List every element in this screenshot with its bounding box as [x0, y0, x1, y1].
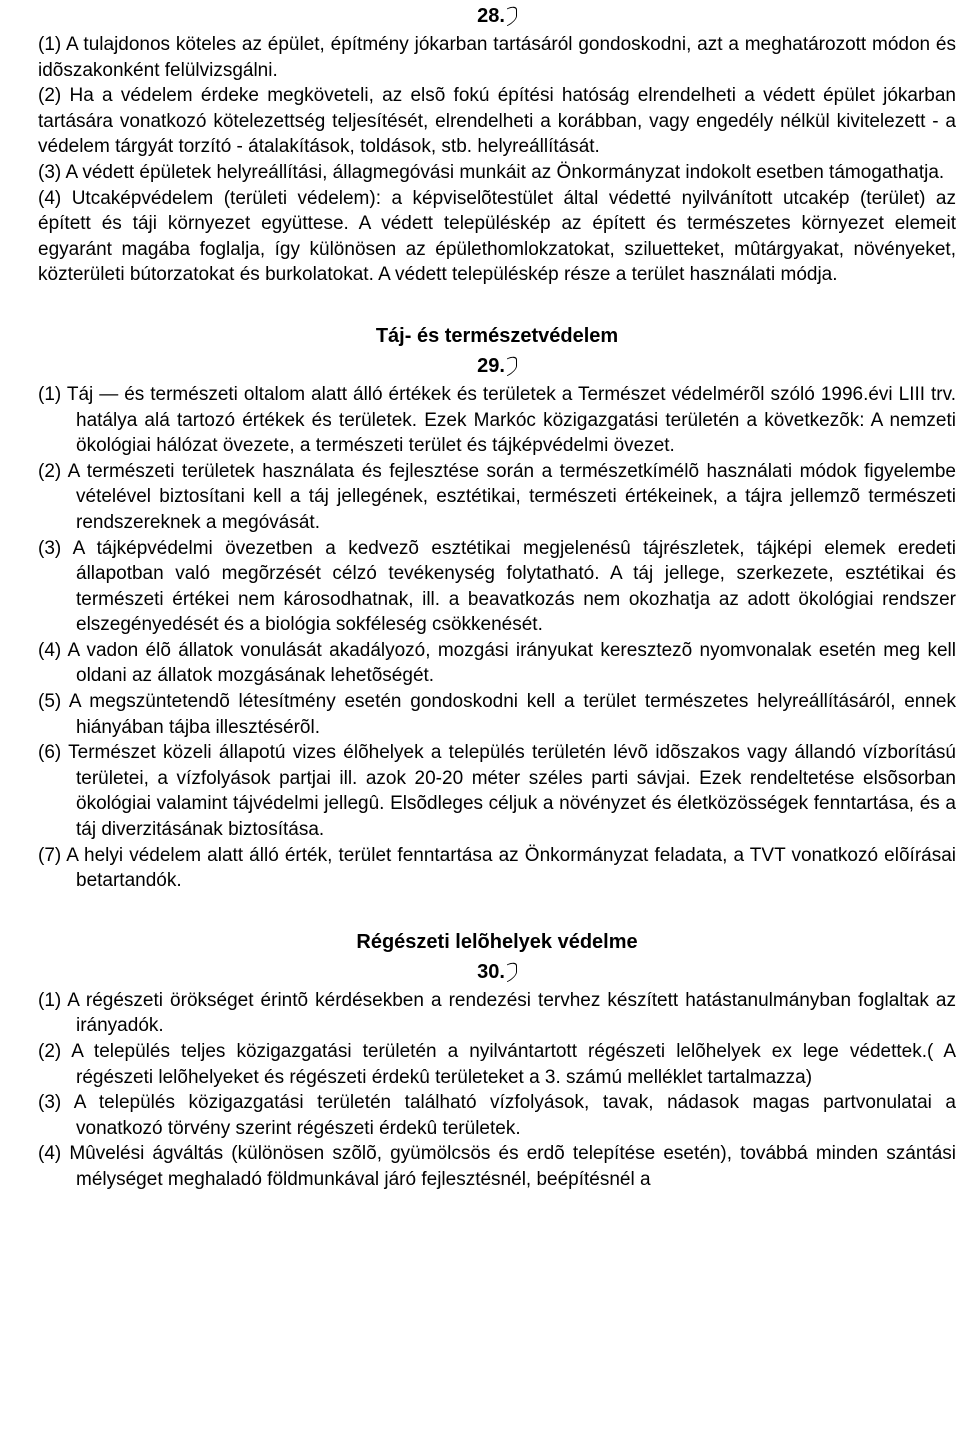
paragraph: (4) Mûvelési ágváltás (különösen szõlõ, gyümölcsös és erdõ telepítése esetén), továbbá minden szántási mélységet meghaladó földmunkával járó fejlesztésnél, beépítésnél a [38, 1143, 956, 1190]
section-28-body [38, 32, 956, 288]
section-number [38, 350, 956, 382]
paragraph: (4) A vadon élõ állatok vonulását akadályozó, mozgási irányukat keresztezõ nyomvonalak esetén meg kell oldani az állatok mozgásának lehetõségét. [38, 639, 956, 687]
paragraph: (1) Táj — és természeti oltalom alatt álló értékek és területek a Természet védelmérõl szóló 1996.évi LIII trv. hatálya alá tartozó értékek és területek. Ezek Markóc közigazgatási területén a következõk: A nemzeti ökológiai hálózat övezete, a természeti terület és tájképvédelmi övezet. [38, 383, 956, 457]
document-body [38, 0, 956, 1193]
section-29-body [38, 382, 956, 894]
section-number [38, 0, 956, 32]
section-mark-icon [507, 354, 517, 377]
paragraph: (3) A település közigazgatási területén található vízfolyások, tavak, nádasok magas partvonulatai a vonatkozó törvény szerint régészeti érdekû területek. [38, 1092, 956, 1139]
section-mark-icon [507, 4, 517, 27]
paragraph: (2) Ha a védelem érdeke megköveteli, az elsõ fokú építési hatóság elrendelheti a védett épület jókarban tartására vonatkozó kötelezettség teljesítését, elrendelheti a korábban, vagy engedély nélkül kivitelezett - a védelem tárgyát torzító - átalakítások, toldások, stb. helyreállítását. [38, 85, 956, 158]
paragraph: (6) Természet közeli állapotú vizes élõhelyek a település területén lévõ idõszakos vagy állandó vízborítású területei, a vízfolyások partjai ill. azok 20-20 méter széles parti sávjai. Ezek rendeltetése elsõsorban ökológiai valamint tájvédelmi jellegû. Elsõdleges céljuk a növényzet és életközösségek fenntartása, és a táj diverzitásának biztosítása. [38, 742, 956, 841]
section-number-text: 28. [477, 5, 505, 27]
paragraph: (1) A tulajdonos köteles az épület, építmény jókarban tartásáról gondoskodni, azt a meghatározott módon és idõszakonként felülvizsgálni. [38, 34, 956, 81]
paragraph: (2) A természeti területek használata és fejlesztése során a természetkímélõ használati módok figyelembe vételével biztosítani kell a táj jellegének, esztétikai, természeti értékeinek, a tájra jellemzõ természeti rendszereknek a megóvását. [38, 460, 956, 533]
paragraph: (2) A település teljes közigazgatási területén a nyilvántartott régészeti lelõhelyek ex lege védettek.( A régészeti lelõhelyeket és régészeti érdekû területeket a 3. számú melléklet tartalmazza) [38, 1041, 956, 1088]
paragraph: (4) Utcaképvédelem (területi védelem): a képviselõtestület által védetté nyilvánított utcakép (terület) az épített és táji környezet együttese. A védett településkép az épített és természetes környezet elemeit egyaránt magába foglalja, így különösen az épülethomlokzatokat, sziluetteket, mûtárgyakat, növényeket, közterületi bútorzatokat és burkolatokat. A védett településkép része a terület használati módja. [38, 187, 956, 286]
paragraph: (7) A helyi védelem alatt álló érték, terület fenntartása az Önkormányzat feladata, a TVT vonatkozó elõírásai betartandók. [38, 844, 956, 892]
section-title: Táj- és természetvédelem [375, 324, 619, 347]
section-number-text: 30. [477, 960, 505, 983]
section-30-body [38, 988, 956, 1193]
paragraph: (5) A megszüntetendõ létesítmény esetén gondoskodni kell a terület természetes helyreállításáról, ennek hiányában tájba illesztésérõl. [38, 691, 956, 738]
paragraph: (3) A tájképvédelmi övezetben a kedvezõ esztétikai megjelenésû tájrészletek, tájképi elemek eredeti állapotban való megõrzését célzó tevékenység folytatható. A táj jellege, szerkezete, esztétikai és természeti értékei nem károsodhatnak, ill. a beavatkozás nem okozhatja az adott ökológiai rendszer elszegényedését és a biológia sokféleség csökkenését. [38, 537, 956, 636]
paragraph: (3) A védett épületek helyreállítási, állagmegóvási munkáit az Önkormányzat indokolt esetben támogathatja. [38, 161, 945, 183]
section-number [38, 956, 956, 988]
section-title: Régészeti lelõhelyek védelme [356, 930, 638, 953]
section-number-text: 29. [477, 354, 505, 377]
paragraph: (1) A régészeti örökséget érintõ kérdésekben a rendezési tervhez készített hatástanulmányban foglaltak az irányadók. [38, 989, 956, 1037]
section-mark-icon [507, 959, 517, 982]
